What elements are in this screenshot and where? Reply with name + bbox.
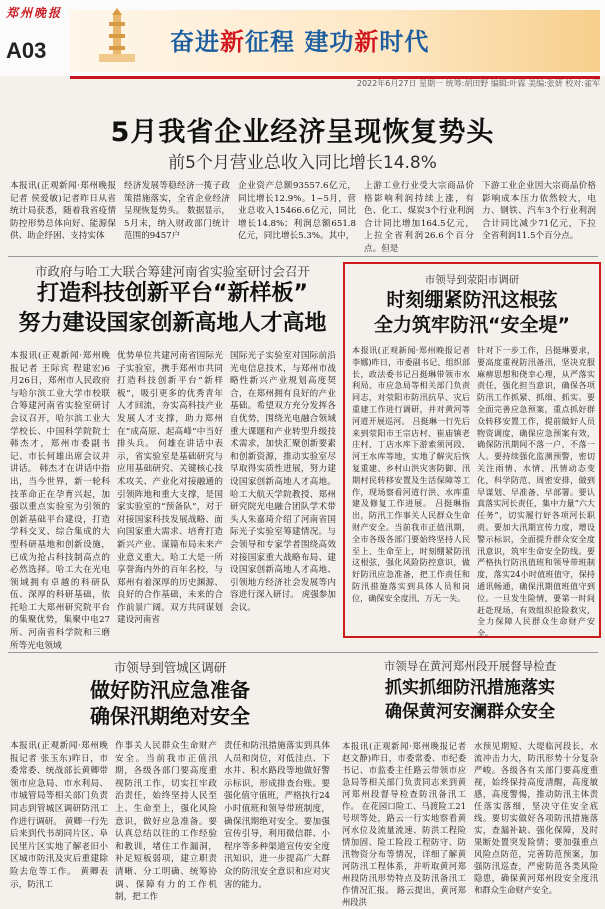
page-info-line: 2022年6月27日 星期一 统筹:胡田野 编辑:叶霖 美编:张妍 校对:雀军 xyxy=(356,79,600,88)
boxed-story-kicker: 市领导到荥阳市调研 xyxy=(424,274,520,286)
left-story-kicker: 市政府与哈工大联合筹建河南省实验室研讨会召开 xyxy=(34,264,310,279)
lead-column-1: 本报讯(正观新闻·郑州晚报记者 侯爱敏)记者昨日从省统计局获悉，随着我省疫情防控形势总体向好、能源保供、助企纾困、支持实体 xyxy=(10,181,116,242)
section-divider-2 xyxy=(8,652,598,653)
bottom-left-headline-1: 做好防汛应急准备 xyxy=(90,678,250,702)
left-story-column-1: 本报讯(正观新闻·郑州晚报记者 王际宾 程建宏)6月26日，郑州市人民政府与哈尔滨工业大学市校联合筹建河南省实验室研讨会议召开，哈尔滨工业大学校长、中国科学院院士韩杰才，郑州市委副书记、市长何雄出席会议并讲话。 韩杰才在讲话中指出，当今世界，新一轮科技革命正在孕育兴起，加强以重点实验室为引领的创新基础平台建设，打造学科交叉、综合集成的大型科研基地和创新设施，已成为抢占科技制高点的必然选择。哈工大在光电领域拥有卓越的科研队伍、深厚的科研基础，依托哈工大郑州研究院平台的集聚优势，集聚中电27所、河南省科学院和三磨所等光电领域 xyxy=(10,351,110,651)
bottom-right-headline-2: 确保黄河安澜群众安全 xyxy=(385,702,555,722)
lead-column-4: 上游工业行业受大宗商品价格影响利润持续上涨，有色、化工、煤炭3个行业利润合计同比增加164.5亿元，上拉全省利润26.6个百分点。但是 xyxy=(364,181,474,254)
left-story-column-2: 优势单位共建河南省国际光子实验室，携手郑州市共同打造科技创新平台“新样板”，吸引更多的优秀青年人才回流，夯实高科技产业发展人才支撑，助力郑州在“成高原、起高峰”中当好排头兵。 何雄在讲话中表示，省实验室是基础研究与应用基础研究、关键核心技术攻关、产业化对接融通的引领阵地和重大支撑，是国家实验室的“预备队”，对于对接国家科技发展战略、面向国家重大需求、培育打造新兴产业、谋篇布局未来产业意义重大。哈工大是一所享誉海内外的百年名校，与郑州有着深厚的历史渊源、良好的合作基础，未来的合作前景广阔。双方共同谋划建设河南省 xyxy=(117,351,223,626)
page-number: A03 xyxy=(6,38,47,63)
left-story-headline-2: 努力建设国家创新高地人才高地 xyxy=(18,311,327,336)
bottom-left-column-2: 作事关人民群众生命财产安全。当前我市正值汛期，各级各部门要高度重视防汛工作，切实扛牢政治责任，始终坚持人民至上、生命至上，强化风险意识，做好应急准备。要认真总结以往的工作经验和教训，堵住工作漏洞，补足短板弱项，建立职责清晰、分工明确、统筹协调、保障有力的工作机制，把工作 xyxy=(115,741,217,903)
lead-subheadline: 前5个月营业总收入同比增长14.8% xyxy=(168,153,437,173)
bottom-right-kicker: 市领导在黄河郑州段开展督导检查 xyxy=(383,659,557,673)
bottom-left-column-1: 本报讯(正观新闻·郑州晚报记者 张玉东)昨日，市委常委、统战部长黄卿带领市应急局、市水利局、市城管局等相关部门负责同志到管城区调研防汛工作进行调研。 黄卿一行先后来到代书胡同片区、阜民里片区实地了解老旧小区城市防汛及灾后重建除险去危等工作。 黄卿表示，防汛工 xyxy=(10,741,108,890)
newspaper-logo: 郑州晚报 xyxy=(6,6,63,20)
tower-icon xyxy=(95,8,139,64)
lead-column-2: 经济发展等稳经济一揽子政策措施落实，全省企业经济呈现恢复势头。 数据显示，5月末，纳入财政部门统计范围的9457户 xyxy=(124,181,230,242)
boxed-story-headline-1: 时刻绷紧防汛这根弦 xyxy=(386,289,558,311)
bottom-right-column-2: 水预见期短、大堤临河段长，水流冲击力大，防汛形势十分复杂严峻。各级各有关部门要高度重视，始终保持高度清醒，高度敏感，高度警惕，推动防汛主体责任落实落细，坚决守住安全底线。要切实做好各项防汛措施落实，查漏补缺、强化保障，及时果断处置突发险情；要加强重点风险点防范，完善防范预案，加强防汛巡查，严密防范各类风险隐患，确保黄河郑州段安全度汛和群众生命财产安全。 xyxy=(474,741,598,895)
lead-column-5: 下游工业企业因大宗商品价格影响成本压力依然较大，电力、钢铁、汽车3个行业利润合计同比减少71亿元，下拉全省利润11.5个百分点。 xyxy=(482,181,596,242)
bottom-left-kicker: 市领导到管城区调研 xyxy=(113,660,227,675)
banner-slogan: 奋进新征程 建功新时代 xyxy=(170,28,430,56)
bottom-right-headline-1: 抓实抓细防汛措施落实 xyxy=(385,678,555,698)
boxed-story-column-2: 针对下一步工作，吕挺琳要求，要高度重视防汛备汛，坚决克服麻痹思想和侥幸心理，从严落实责任，强化担当意识，确保各项防汛工作抓紧、抓细、抓实。要全面完善应急预案，重点抓好群众转移安置工作，提前做好人员物资调度，确保应急预案有效，确保防汛期间不落一户、不落一人。要持续强化监测预警，密切关注雨情、水情、汛情动态变化，科学防范、周密安排，做到早谋划、早准备、早部署。要认真落实河长责任，集中力量“六大任务”，切实履行好各项河长职责。要加大汛期宣传力度，增设警示标识，全面提升群众安全度汛意识，筑牢生命安全防线。要严格执行防汛值班和领导带班制度，落实24小时值班值守，保持通讯畅通，确保汛期值班值守到位。一旦发生险情，要第一时间赶赴现场，有效组织抢险救灾，全力保障人民群众生命财产安全。 xyxy=(477,345,595,639)
bottom-left-headline-2: 确保汛期绝对安全 xyxy=(90,704,250,728)
boxed-story-column-1: 本报讯(正观新闻·郑州晚报记者 李娜)昨日，市委副书记、组织部长，政法委书记吕挺琳带领市水利局、市应急局等相关部门负责同志，对荥阳市防汛抗旱、灾后重建工作进行调研，并对黄河等河道开展巡河。 吕挺琳一行先后来到荥阳市王宗店村、崔庙镇老庄村、丁店水库下游索须河段、河王水库等地，实地了解灾后恢复重建、乡村山洪灾害防御、汛期村民转移安置及生活保障等工作，现场察看河道行洪、水库重建及修复工作进展。 吕挺琳指出，防汛工作事关人民群众生命财产安全。当前我市正值汛期，全市各级各部门要始终坚持人民至上、生命至上，时刻绷紧防汛这根弦，强化风险防控意识，做好防汛应急准备，把工作责任和防汛措施落实到具体人员和岗位，确保安全度汛、万无一失。 xyxy=(352,345,470,603)
section-divider xyxy=(8,256,598,257)
lead-headline: 5月我省企业经济呈现恢复势头 xyxy=(110,117,495,148)
lead-column-3: 企业资产总额93557.6亿元，同比增长12.9%。1~5月，营业总收入15466.6亿元，同比增长14.8%；利润总额651.8亿元，同比增长5.3%。其中， xyxy=(238,181,356,242)
left-story-headline-1: 打造科技创新平台“新样板” xyxy=(37,281,308,306)
bottom-left-column-3: 责任和防汛措施落实到具体人员和岗位，对低洼点、下水井、积水路段等地做好警示标识，形成排查台账。要强化值守值班，严格执行24小时值班和领导带班制度，确保汛期绝对安全。要加强宣传引导，利用微信群、小程序等多种渠道宣传安全度汛知识，进一步提高广大群众的防汛安全意识和应对灾害的能力。 xyxy=(224,741,330,890)
boxed-story-headline-2: 全力筑牢防汛“安全堤” xyxy=(374,314,570,336)
bottom-right-column-1: 本报讯(正观新闻·郑州晚报记者 赵文静)昨日，市委常委、市纪委书记、市监委主任路云带领市应急局等相关部门负责同志来到黄河郑州段督导检查防汛备汛工作。 在花园口险工、马渡险工21号坝等处，路云一行实地察看黄河水位及流量流速、防洪工程险情加固、险工险段工程防守、防汛物资分布等情况，详细了解黄河防汛工程体系，并听取黄河郑州段防汛形势特点及防汛备汛工作情况汇报。 路云提出，黄河郑州段洪 xyxy=(342,741,466,907)
left-story-column-3: 国际光子实验室对国际前沿光电信息技术，与郑州市战略性新兴产业规划高度契合，在郑州拥有良好的产业基础。希望双方充分发挥各自优势，围绕光电融合领域重大课题和产业转型升级技术需求，加快汇聚创新要素和创新资源，推动实验室尽早取得实质性进展，努力建设国家创新高地人才高地。 哈工大航天学院教授、郑州研究院光电融合团队学术带头人朱嘉琦介绍了河南省国际光子实验室筹建情况。与会领导和专家学者围绕高效对接国家重大战略布局、建设国家创新高地人才高地、引领地方经济社会发展等内容进行深入研讨。 虎强参加会议。 xyxy=(230,351,336,613)
